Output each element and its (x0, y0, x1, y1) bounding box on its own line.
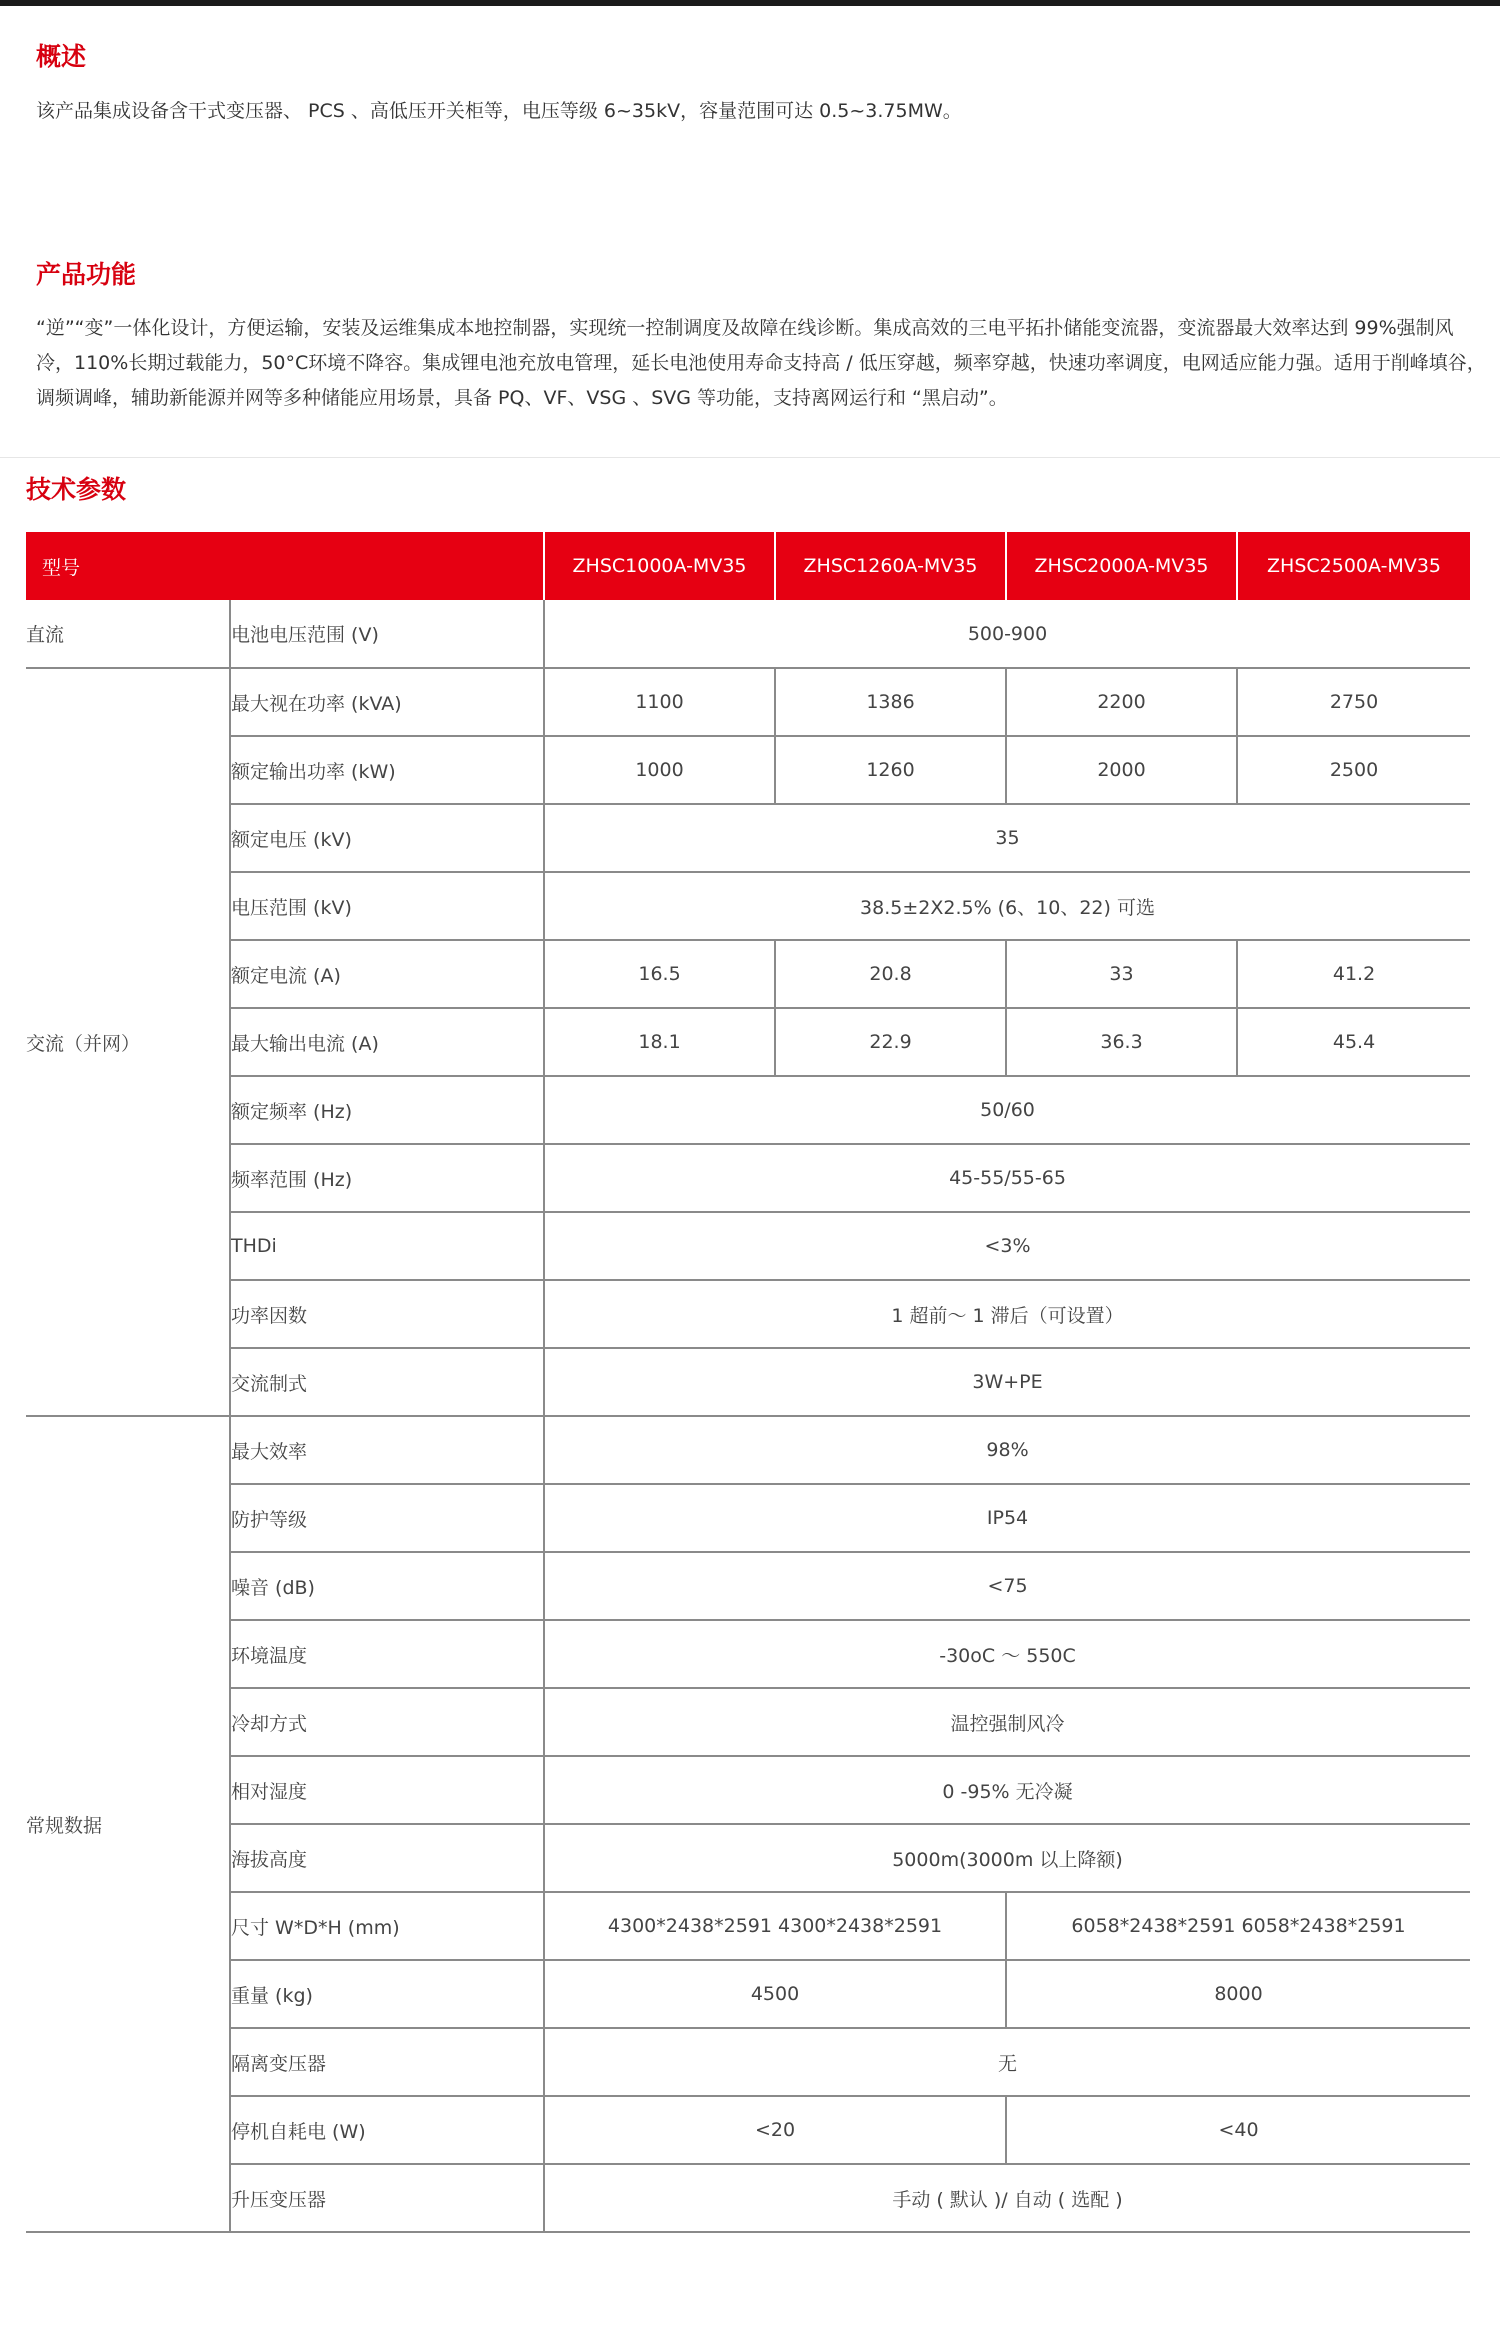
param-value: 1 超前～ 1 滞后（可设置） (544, 1280, 1470, 1348)
param-value: 16.5 (544, 940, 775, 1008)
table-header-row (26, 532, 1470, 600)
param-value: 500-900 (544, 600, 1470, 668)
table-row (26, 1688, 1470, 1756)
param-label: 防护等级 (230, 1484, 544, 1552)
group-ac: 交流（并网） (26, 668, 230, 1416)
param-label: 停机自耗电 (W) (230, 2096, 544, 2164)
param-value: 2000 (1006, 736, 1237, 804)
param-label: 额定电流 (A) (230, 940, 544, 1008)
table-row (26, 1960, 1470, 2028)
table-row (26, 1144, 1470, 1212)
table-row (26, 2096, 1470, 2164)
table-row (26, 1552, 1470, 1620)
spec-table (26, 532, 1470, 2233)
param-value: 4500 (544, 1960, 1006, 2028)
param-value: 98% (544, 1416, 1470, 1484)
table-row (26, 1076, 1470, 1144)
table-row (26, 1620, 1470, 1688)
param-value: 8000 (1006, 1960, 1470, 2028)
param-label: 升压变压器 (230, 2164, 544, 2232)
param-value: 1386 (775, 668, 1006, 736)
table-row (26, 1348, 1470, 1416)
param-value: 2500 (1237, 736, 1470, 804)
table-row (26, 736, 1470, 804)
param-label: 最大输出电流 (A) (230, 1008, 544, 1076)
table-row (26, 1212, 1470, 1280)
param-label: THDi (230, 1212, 544, 1280)
table-row (26, 600, 1470, 668)
table-row (26, 1416, 1470, 1484)
param-label: 电池电压范围 (V) (230, 600, 544, 668)
param-label: 相对湿度 (230, 1756, 544, 1824)
spec-title: 技术参数 (26, 475, 127, 504)
section-divider (0, 457, 1500, 458)
param-label: 最大视在功率 (kVA) (230, 668, 544, 736)
param-value: 38.5±2X2.5% (6、10、22) 可选 (544, 872, 1470, 940)
param-value: 2200 (1006, 668, 1237, 736)
param-value: <75 (544, 1552, 1470, 1620)
table-row (26, 872, 1470, 940)
features-text: “逆”“变”一体化设计，方便运输，安装及运维集成本地控制器，实现统一控制调度及故障在线诊断。集成高效的三电平拓扑储能变流器，变流器最大效率达到 99%强制风冷，110%长期过载能力，50°C环境不降容。集成锂电池充放电管理，延长电池使用寿命支持高 / 低压穿越，频率穿越，快速功率调度，电网适应能力强。适用于削峰填谷，调频调峰，辅助新能源并网等多种储能应用场景，具备 PQ、VF、VSG 、SVG 等功能，支持离网运行和 “黑启动”。 (36, 317, 1486, 409)
param-value: 45-55/55-65 (544, 1144, 1470, 1212)
param-value: 1260 (775, 736, 1006, 804)
overview-text: 该产品集成设备含干式变压器、 PCS 、高低压开关柜等，电压等级 6~35kV，容量范围可达 0.5~3.75MW。 (36, 100, 962, 122)
param-value: <40 (1006, 2096, 1470, 2164)
param-value: 3W+PE (544, 1348, 1470, 1416)
table-row (26, 668, 1470, 736)
param-value: 4300*2438*2591 4300*2438*2591 (544, 1892, 1006, 1960)
param-label: 噪音 (dB) (230, 1552, 544, 1620)
param-value: 手动 ( 默认 )/ 自动 ( 选配 ) (544, 2164, 1470, 2232)
param-value: 33 (1006, 940, 1237, 1008)
param-value: 1000 (544, 736, 775, 804)
param-label: 交流制式 (230, 1348, 544, 1416)
param-label: 频率范围 (Hz) (230, 1144, 544, 1212)
param-value: 温控强制风冷 (544, 1688, 1470, 1756)
header-model-1: ZHSC1000A-MV35 (544, 532, 775, 600)
group-dc: 直流 (26, 600, 230, 668)
param-value: 6058*2438*2591 6058*2438*2591 (1006, 1892, 1470, 1960)
param-value: 45.4 (1237, 1008, 1470, 1076)
param-value: 2750 (1237, 668, 1470, 736)
param-value: 41.2 (1237, 940, 1470, 1008)
top-border (0, 0, 1500, 6)
header-model-2: ZHSC1260A-MV35 (775, 532, 1006, 600)
param-value: IP54 (544, 1484, 1470, 1552)
table-row (26, 1484, 1470, 1552)
param-label: 电压范围 (kV) (230, 872, 544, 940)
param-label: 冷却方式 (230, 1688, 544, 1756)
param-value: 50/60 (544, 1076, 1470, 1144)
header-model-3: ZHSC2000A-MV35 (1006, 532, 1237, 600)
param-value: 5000m(3000m 以上降额) (544, 1824, 1470, 1892)
param-value: 0 -95% 无冷凝 (544, 1756, 1470, 1824)
table-row (26, 1824, 1470, 1892)
param-value: <20 (544, 2096, 1006, 2164)
param-label: 功率因数 (230, 1280, 544, 1348)
param-label: 尺寸 W*D*H (mm) (230, 1892, 544, 1960)
table-row (26, 1008, 1470, 1076)
param-label: 额定输出功率 (kW) (230, 736, 544, 804)
param-label: 重量 (kg) (230, 1960, 544, 2028)
overview-title: 概述 (36, 42, 87, 71)
param-label: 额定频率 (Hz) (230, 1076, 544, 1144)
param-value: 18.1 (544, 1008, 775, 1076)
table-row (26, 940, 1470, 1008)
param-label: 最大效率 (230, 1416, 544, 1484)
param-value: 20.8 (775, 940, 1006, 1008)
param-value: 无 (544, 2028, 1470, 2096)
param-label: 海拔高度 (230, 1824, 544, 1892)
table-row (26, 1892, 1470, 1960)
param-value: 36.3 (1006, 1008, 1237, 1076)
header-model-label: 型号 (26, 532, 544, 600)
param-value: -30oC ～ 550C (544, 1620, 1470, 1688)
features-title: 产品功能 (36, 260, 137, 289)
table-row (26, 804, 1470, 872)
header-model-4: ZHSC2500A-MV35 (1237, 532, 1470, 600)
table-row (26, 2164, 1470, 2232)
param-label: 额定电压 (kV) (230, 804, 544, 872)
group-general: 常规数据 (26, 1416, 230, 2232)
param-value: 35 (544, 804, 1470, 872)
param-value: 1100 (544, 668, 775, 736)
param-value: <3% (544, 1212, 1470, 1280)
param-value: 22.9 (775, 1008, 1006, 1076)
param-label: 环境温度 (230, 1620, 544, 1688)
table-row (26, 2028, 1470, 2096)
param-label: 隔离变压器 (230, 2028, 544, 2096)
table-row (26, 1756, 1470, 1824)
table-row (26, 1280, 1470, 1348)
